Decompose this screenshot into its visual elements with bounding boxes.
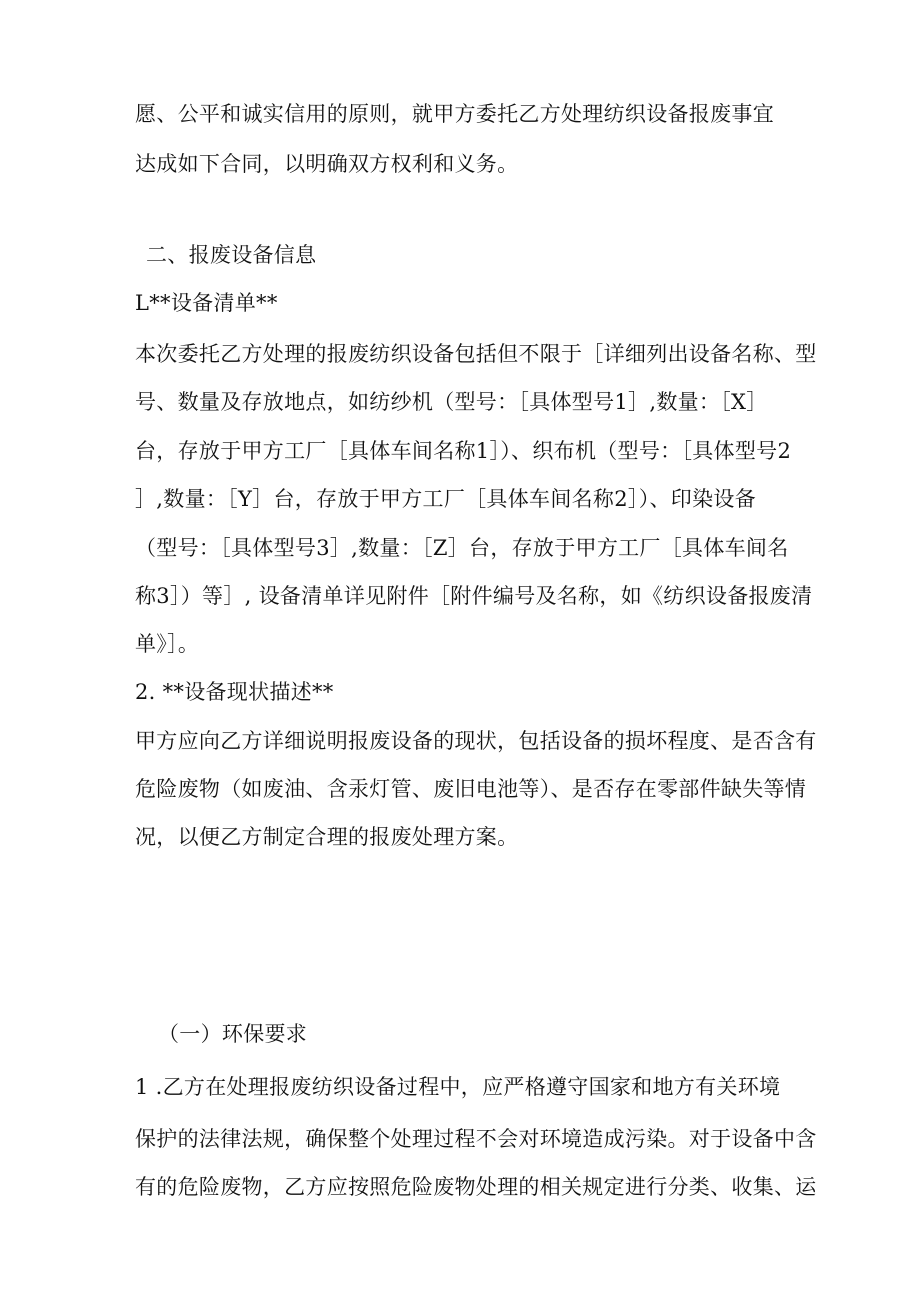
subsection-heading: L**设备清单**	[135, 291, 278, 315]
subsection-heading: 2. **设备现状描述**	[135, 680, 334, 704]
paragraph-line: 保护的法律法规，确保整个处理过程不会对环境造成污染。对于设备中含	[135, 1127, 817, 1151]
paragraph-line: 危险废物（如废油、含汞灯管、废旧电池等）、是否存在零部件缺失等情	[135, 777, 807, 801]
paragraph-line: 愿、公平和诚实信用的原则，就甲方委托乙方处理纺织设备报废事宜	[135, 102, 774, 126]
paragraph-line: 达成如下合同，以明确双方权利和义务。	[135, 152, 519, 176]
paragraph-line: ］,数量：［Y］台，存放于甲方工厂［具体车间名称2］）、印染设备	[135, 487, 756, 511]
paragraph-line: 甲方应向乙方详细说明报废设备的现状，包括设备的损坏程度、是否含有	[135, 729, 817, 753]
section-heading: 二、报废设备信息	[146, 243, 317, 267]
paragraph-line: 有的危险废物，乙方应按照危险废物处理的相关规定进行分类、收集、运	[135, 1175, 817, 1199]
paragraph-line: 况，以便乙方制定合理的报废处理方案。	[135, 825, 519, 849]
paragraph-line: 本次委托乙方处理的报废纺织设备包括但不限于［详细列出设备名称、型	[135, 342, 817, 366]
paragraph-line: 台，存放于甲方工厂［具体车间名称1］）、织布机（型号：［具体型号2	[135, 439, 792, 463]
paragraph-line: 1 .乙方在处理报废纺织设备过程中，应严格遵守国家和地方有关环境	[135, 1075, 781, 1099]
paragraph-line: （型号：［具体型号3］,数量：［Z］台，存放于甲方工厂［具体车间名	[135, 536, 789, 560]
paragraph-line: 称3］）等］, 设备清单详见附件［附件编号及名称，如《纺织设备报废清	[135, 584, 813, 608]
section-heading: （一）环保要求	[158, 1022, 308, 1046]
paragraph-line: 单》］。	[135, 632, 200, 656]
paragraph-line: 号、数量及存放地点，如纺纱机（型号：［具体型号1］,数量：［X］	[135, 390, 768, 414]
